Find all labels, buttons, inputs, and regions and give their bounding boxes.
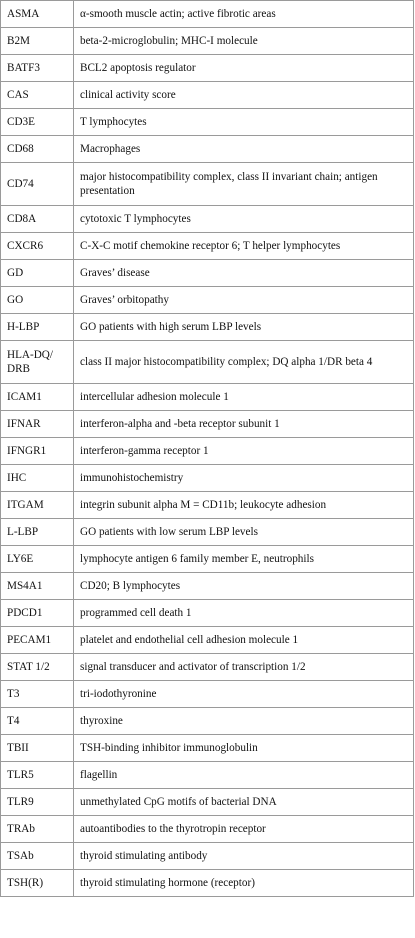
table-row [1,627,414,654]
abbreviations-table-body [1,1,414,897]
table-row [1,28,414,55]
abbreviation-cell: ICAM1 [1,384,74,411]
abbreviation-cell: CD74 [1,163,74,206]
table-row [1,411,414,438]
abbreviation-cell: CD3E [1,109,74,136]
abbreviation-cell: CD8A [1,206,74,233]
definition-cell: immunohistochemistry [74,465,414,492]
table-row [1,708,414,735]
abbreviation-cell: PDCD1 [1,600,74,627]
table-row [1,314,414,341]
definition-cell: C-X-C motif chemokine receptor 6; T helper lymphocytes [74,233,414,260]
abbreviation-cell: TLR5 [1,762,74,789]
definition-cell: cytotoxic T lymphocytes [74,206,414,233]
table-row [1,816,414,843]
abbreviation-cell: HLA-DQ/ DRB [1,341,74,384]
definition-cell: Graves’ orbitopathy [74,287,414,314]
table-row [1,465,414,492]
table-row [1,735,414,762]
definition-cell: flagellin [74,762,414,789]
definition-cell: platelet and endothelial cell adhesion molecule 1 [74,627,414,654]
table-row [1,384,414,411]
table-row [1,438,414,465]
definition-cell: thyroid stimulating hormone (receptor) [74,870,414,897]
table-row [1,654,414,681]
definition-cell: unmethylated CpG motifs of bacterial DNA [74,789,414,816]
abbreviation-cell: TSAb [1,843,74,870]
table-row [1,789,414,816]
table-row [1,341,414,384]
table-row [1,762,414,789]
definition-cell: CD20; B lymphocytes [74,573,414,600]
definition-cell: BCL2 apoptosis regulator [74,55,414,82]
definition-cell: lymphocyte antigen 6 family member E, neutrophils [74,546,414,573]
abbreviation-cell: CXCR6 [1,233,74,260]
definition-cell: TSH-binding inhibitor immunoglobulin [74,735,414,762]
definition-cell: class II major histocompatibility complex; DQ alpha 1/DR beta 4 [74,341,414,384]
table-row [1,163,414,206]
definition-cell: integrin subunit alpha M = CD11b; leukocyte adhesion [74,492,414,519]
definition-cell: clinical activity score [74,82,414,109]
abbreviation-cell: T3 [1,681,74,708]
table-row [1,136,414,163]
abbreviation-cell: B2M [1,28,74,55]
abbreviation-cell: GO [1,287,74,314]
abbreviation-cell: GD [1,260,74,287]
definition-cell: GO patients with low serum LBP levels [74,519,414,546]
definition-cell: GO patients with high serum LBP levels [74,314,414,341]
table-row [1,681,414,708]
definition-cell: signal transducer and activator of transcription 1/2 [74,654,414,681]
definition-cell: interferon-gamma receptor 1 [74,438,414,465]
abbreviation-cell: LY6E [1,546,74,573]
table-row [1,206,414,233]
abbreviation-cell: L-LBP [1,519,74,546]
abbreviation-cell: PECAM1 [1,627,74,654]
definition-cell: beta-2-microglobulin; MHC-I molecule [74,28,414,55]
table-row [1,492,414,519]
abbreviation-cell: TSH(R) [1,870,74,897]
abbreviation-cell: CAS [1,82,74,109]
table-row [1,1,414,28]
abbreviation-cell: IHC [1,465,74,492]
abbreviation-cell: CD68 [1,136,74,163]
abbreviation-cell: ASMA [1,1,74,28]
abbreviation-cell: ITGAM [1,492,74,519]
definition-cell: α-smooth muscle actin; active fibrotic areas [74,1,414,28]
abbreviation-cell: IFNGR1 [1,438,74,465]
abbreviation-cell: IFNAR [1,411,74,438]
table-row [1,546,414,573]
abbreviation-cell: TRAb [1,816,74,843]
definition-cell: Graves’ disease [74,260,414,287]
table-row [1,870,414,897]
abbreviation-cell: STAT 1/2 [1,654,74,681]
table-row [1,55,414,82]
abbreviation-cell: T4 [1,708,74,735]
definition-cell: tri-iodothyronine [74,681,414,708]
definition-cell: thyroid stimulating antibody [74,843,414,870]
table-row [1,573,414,600]
table-row [1,519,414,546]
table-row [1,233,414,260]
definition-cell: programmed cell death 1 [74,600,414,627]
abbreviation-cell: BATF3 [1,55,74,82]
definition-cell: autoantibodies to the thyrotropin receptor [74,816,414,843]
definition-cell: interferon-alpha and -beta receptor subunit 1 [74,411,414,438]
definition-cell: thyroxine [74,708,414,735]
table-row [1,287,414,314]
definition-cell: Macrophages [74,136,414,163]
table-row [1,82,414,109]
abbreviation-cell: TLR9 [1,789,74,816]
abbreviation-cell: TBII [1,735,74,762]
definition-cell: intercellular adhesion molecule 1 [74,384,414,411]
definition-cell: major histocompatibility complex, class II invariant chain; antigen presentation [74,163,414,206]
abbreviation-cell: H-LBP [1,314,74,341]
table-row [1,109,414,136]
abbreviation-cell: MS4A1 [1,573,74,600]
table-row [1,600,414,627]
definition-cell: T lymphocytes [74,109,414,136]
table-row [1,843,414,870]
table-row [1,260,414,287]
